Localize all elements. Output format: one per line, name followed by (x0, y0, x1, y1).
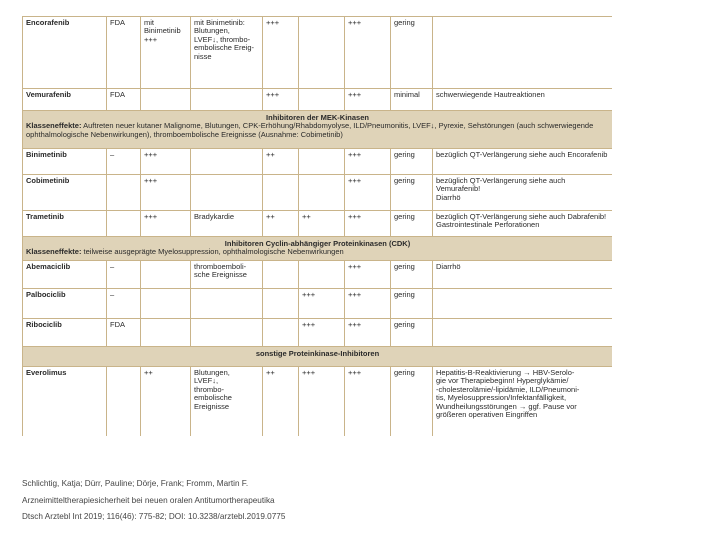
cell-col-8: gering (391, 175, 433, 211)
cell-col-8: gering (391, 261, 433, 289)
section-title: Inhibitoren Cyclin-abhängiger Proteinkinasen (CDK) (224, 239, 411, 248)
cell-col-5 (263, 261, 299, 289)
section-header-row (23, 111, 613, 149)
cell-drug-name: Vemurafenib (23, 89, 107, 111)
section-title: Inhibitoren der MEK-Kinasen (266, 113, 369, 122)
cell-col-7: +++ (345, 211, 391, 237)
table-row (23, 261, 613, 289)
cell-notes: Hepatitis-B-Reaktivierung → HBV-Serolo- gie vor Therapiebeginn! Hyperglykämie/ -cholesterolämie/-lipidämie, ILD/Pneumoni- tis, Myelosuppression/Infektanfälligkeit, Wundheilungsstörungen → ggf. Pause vor größeren operativen Eingriffen (433, 367, 613, 437)
cell-col-8: gering (391, 149, 433, 175)
cell-col-3 (141, 261, 191, 289)
cell-col-7: +++ (345, 289, 391, 319)
cell-col-3: +++ (141, 211, 191, 237)
cell-approval: – (107, 289, 141, 319)
cell-col-5: ++ (263, 211, 299, 237)
cell-col-8: gering (391, 211, 433, 237)
cell-drug-name: Everolimus (23, 367, 107, 437)
table-row (23, 175, 613, 211)
table-row (23, 89, 613, 111)
class-effects-label: Klasseneffekte: (26, 121, 82, 131)
source-citation (22, 476, 285, 526)
cell-col-7: +++ (345, 367, 391, 437)
cell-col-6: ++ (299, 211, 345, 237)
section-header-cell (23, 237, 613, 261)
table-row (23, 149, 613, 175)
cell-col-5 (263, 175, 299, 211)
cell-approval: – (107, 149, 141, 175)
citation-journal: Dtsch Arztebl Int 2019; 116(46): 775-82; DOI: 10.3238/arztebl.2019.0775 (22, 512, 286, 521)
cell-col-5 (263, 319, 299, 347)
cell-col-8: gering (391, 17, 433, 89)
cell-col-5: +++ (263, 89, 299, 111)
cell-col-7: +++ (345, 261, 391, 289)
cell-col-8: minimal (391, 89, 433, 111)
cell-approval: FDA (107, 17, 141, 89)
cell-col-4 (191, 149, 263, 175)
cell-approval (107, 367, 141, 437)
cell-col-4: mit Binimetinib: Blutungen, LVEF↓, thrombo- embolische Ereig- nisse (191, 17, 263, 89)
cell-col-3 (141, 89, 191, 111)
cell-col-5 (263, 289, 299, 319)
cell-approval: – (107, 261, 141, 289)
cell-notes (433, 319, 613, 347)
cell-col-7: +++ (345, 89, 391, 111)
cell-notes: bezüglich QT-Verlängerung siehe auch Dabrafenib! Gastrointestinale Perforationen (433, 211, 613, 237)
drug-safety-table-image (22, 16, 612, 436)
cell-drug-name: Cobimetinib (23, 175, 107, 211)
cell-notes: bezüglich QT-Verlängerung siehe auch Encorafenib (433, 149, 613, 175)
cell-col-5: ++ (263, 149, 299, 175)
cell-notes: Diarrhö (433, 261, 613, 289)
cell-approval (107, 211, 141, 237)
cell-col-6 (299, 261, 345, 289)
cell-approval: FDA (107, 319, 141, 347)
section-header-row (23, 237, 613, 261)
cell-col-7: +++ (345, 17, 391, 89)
cell-notes (433, 289, 613, 319)
cell-drug-name: Abemaciclib (23, 261, 107, 289)
cell-drug-name: Ribociclib (23, 319, 107, 347)
cell-col-4 (191, 289, 263, 319)
class-effects-text: teilweise ausgeprägte Myelosuppression, ophthalmologische Nebenwirkungen (81, 247, 344, 257)
cell-col-4: Blutungen, LVEF↓, thrombo- embolische Ereignisse (191, 367, 263, 437)
cell-drug-name: Palbociclib (23, 289, 107, 319)
cell-notes (433, 17, 613, 89)
section-header-row (23, 347, 613, 367)
cell-col-6 (299, 17, 345, 89)
section-title: sonstige Proteinkinase-Inhibitoren (255, 349, 380, 358)
table-row (23, 289, 613, 319)
cell-col-4 (191, 89, 263, 111)
cell-col-6: +++ (299, 367, 345, 437)
cell-col-8: gering (391, 367, 433, 437)
cell-col-5: ++ (263, 367, 299, 437)
cell-col-3: +++ (141, 175, 191, 211)
cell-col-4: Bradykardie (191, 211, 263, 237)
cell-col-6: +++ (299, 289, 345, 319)
table-row (23, 211, 613, 237)
cell-approval: FDA (107, 89, 141, 111)
cell-col-6 (299, 149, 345, 175)
cell-col-5: +++ (263, 17, 299, 89)
section-header-cell (23, 111, 613, 149)
table-body (23, 17, 613, 437)
table-row (23, 17, 613, 89)
cell-notes: bezüglich QT-Verlängerung siehe auch Vemurafenib! Diarrhö (433, 175, 613, 211)
table-row (23, 367, 613, 437)
citation-title: Arzneimitteltherapiesicherheit bei neuen oralen Antitumortherapeutika (22, 495, 275, 505)
cell-drug-name: Encorafenib (23, 17, 107, 89)
class-effects (26, 248, 609, 256)
drug-safety-table (22, 16, 612, 436)
cell-col-3: mit Binimetinib +++ (141, 17, 191, 89)
cell-col-8: gering (391, 319, 433, 347)
cell-drug-name: Binimetinib (23, 149, 107, 175)
cell-col-4: thromboemboli- sche Ereignisse (191, 261, 263, 289)
class-effects (26, 122, 609, 139)
cell-approval (107, 175, 141, 211)
section-header-cell (23, 347, 613, 367)
cell-col-7: +++ (345, 175, 391, 211)
cell-notes: schwerwiegende Hautreaktionen (433, 89, 613, 111)
cell-col-3: +++ (141, 149, 191, 175)
cell-col-8: gering (391, 289, 433, 319)
class-effects-text: Auftreten neuer kutaner Malignome, Blutungen, CPK-Erhöhung/Rhabdomyolyse, ILD/Pneumonitis, LVEF↓, Pyrexie, Sehstörungen (auch schwerwiegende ophthalmologische Nebenwirkungen), thromboembolische Ereignisse (Ausnahme: Cobimetinib) (26, 121, 594, 139)
class-effects-label: Klasseneffekte: (26, 247, 82, 257)
cell-col-4 (191, 319, 263, 347)
cell-drug-name: Trametinib (23, 211, 107, 237)
cell-col-6 (299, 175, 345, 211)
cell-col-6 (299, 89, 345, 111)
cell-col-3 (141, 319, 191, 347)
cell-col-7: +++ (345, 319, 391, 347)
cell-col-3 (141, 289, 191, 319)
cell-col-6: +++ (299, 319, 345, 347)
table-row (23, 319, 613, 347)
cell-col-7: +++ (345, 149, 391, 175)
cell-col-3: ++ (141, 367, 191, 437)
cell-col-4 (191, 175, 263, 211)
citation-authors: Schlichtig, Katja; Dürr, Pauline; Dörje, Frank; Fromm, Martin F. (22, 479, 249, 488)
